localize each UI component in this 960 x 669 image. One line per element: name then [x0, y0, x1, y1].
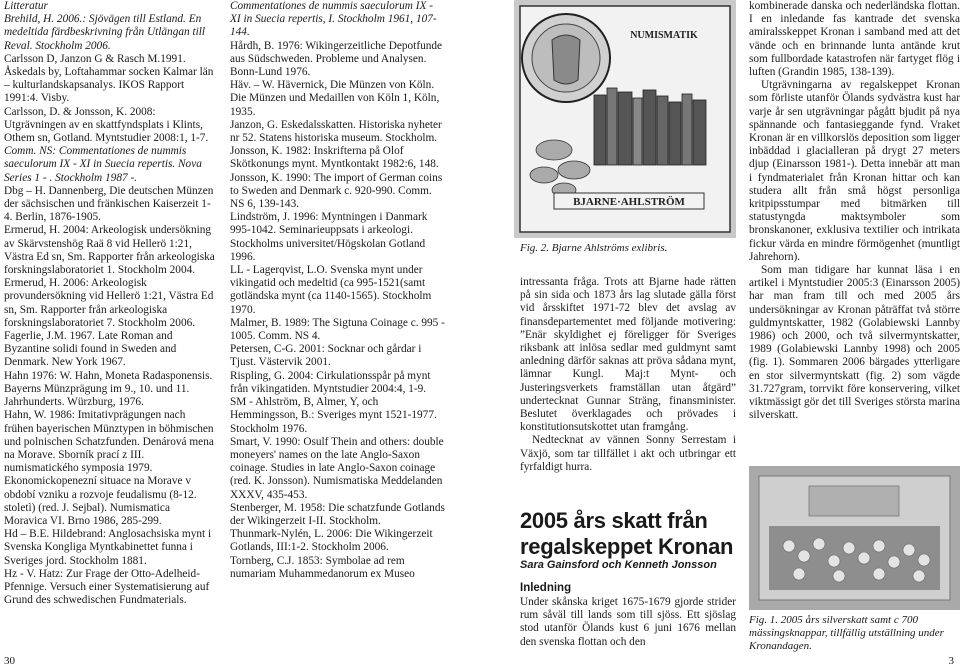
reference-entry: Commentationes de nummis saeculorum IX - XI in Suecia repertis, I. Stockholm 1961, 107-144.	[230, 0, 437, 39]
page-number-right: 3	[948, 655, 954, 667]
reference-entry: Malmer, B. 1989: The Sigtuna Coinage c. 995 - 1005. Comm. NS 4.	[230, 316, 445, 343]
intro-paragraph	[520, 596, 736, 649]
section-heading: Inledning	[520, 582, 572, 594]
reference-entry: Brehild, H. 2006.: Sjövägen till Estland. En medeltida färdbeskrivning från Utlängan till Reval. Stockholm 2006.	[4, 13, 206, 52]
reference-entry: Lindström, J. 1996: Myntningen i Danmark 995-1042. Seminarieuppsats i arkeologi. Stockholms universitet/Högskolan Gotland 1996.	[230, 211, 428, 263]
figure-1-caption: Fig. 1. 2005 års silverskatt samt c 700 mässingsknappar, tillfällig utställning under Kronandagen.	[749, 614, 944, 652]
reference-entry: Comm. NS: Commentationes de nummis saeculorum IX - XI in Suecia repertis. Nova Series 1 - . Stockholm 1987 -.	[4, 145, 202, 184]
reference-entry: SM - Ahlström, B, Almer, Y, och Hemmingsson, B.: Sveriges mynt 1521-1977. Stockholm 1976.	[230, 396, 437, 435]
photo-illustration	[749, 466, 960, 610]
reference-entry: Jonsson, K. 1990: The import of German coins to Sweden and Denmark c. 920-990. Comm. NS 6, 139-143.	[230, 171, 443, 211]
reference-entry: Smart, V. 1990: Osulf Thein and others: double moneyers' names on the late Anglo-Saxon coinage. Studies in late Anglo-Saxon coinage (red. K. Jonsson). Numismatiska Meddelanden XXXV, 435-453.	[230, 435, 444, 501]
exlibris-illustration	[514, 0, 736, 238]
article-headline: 2005 års skatt från regalskeppet Kronan	[520, 508, 734, 559]
body-paragraph: Som man tidigare har kunnat läsa i en artikel i Myntstudier 2005:3 (Einarsson 2005) har man fram till och med 2005 års undersökningar av Kronan påträffat två större guldmyntskatter, 1982 (Golabiewski Lannby 1986) och 2000, och två silvermyntskatter, 1989 (Golabiewski Lannby 1998) och 2005 (fig. 1). Sommaren 2006 bärgades ytterligare en stor silvermyntskatt (fig. 2) som vägde 31.727gram, torrvikt före konservering, vilket viktmässigt gör det till Sveriges största marina silverskatt.	[749, 264, 960, 422]
article-continuation	[520, 276, 736, 474]
reference-entry: Tornberg, C.J. 1853: Symbolae ad rem numariam Muhammedanorum ex Museo	[230, 554, 415, 580]
reference-entry: Stenberger, M. 1958: Die schatzfunde Gotlands der Wikingerzeit I-II. Stockholm.	[230, 501, 445, 527]
reference-entry: Dbg – H. Dannenberg, Die deutschen Münzen der sächsischen und fränkischen Kaiserzeit 1-4. Berlin, 1876-1905.	[4, 184, 214, 224]
reference-entry: Hårdh, B. 1976: Wikingerzeitliche Depotfunde aus Südschweden. Probleme und Analysen. Bonn-Lund 1976.	[230, 39, 443, 79]
exlibris-image	[514, 0, 736, 238]
reference-entry: Fagerlie, J.M. 1967. Late Roman and Byzantine solidi found in Sweden and Denmark. New York 1967.	[4, 330, 177, 369]
page-number-left: 30	[4, 655, 15, 667]
reference-entry: Häv. – W. Hävernick, Die Münzen von Köln. Die Münzen und Medaillen von Köln 1, Köln, 1935.	[230, 79, 440, 118]
reference-entry: Petersen, C-G. 2001: Socknar och gårdar i Tjust. Västervik 2001.	[230, 343, 422, 369]
silver-hoard-photo	[749, 466, 960, 610]
reference-entry: Hz - V. Hatz: Zur Frage der Otto-Adelheid-Pfennige. Versuch einer Systematisierung auf Grund des schwedischen Fundmaterials.	[4, 567, 210, 607]
article-byline: Sara Gainsford och Kenneth Jonsson	[520, 559, 717, 571]
exlibris-title: NUMISMATIK	[630, 30, 698, 41]
reference-entry: Janzon, G. Eskedalsskatten. Historiska nyheter nr 52. Statens historiska museum. Stockholm.	[230, 118, 442, 145]
reference-entry: Carlsson, D. & Jonsson, K. 2008: Utgrävningen av en skattfyndsplats i Klints, Othem sn, Gotland. Myntstudier 2008:1, 1-7.	[4, 105, 209, 145]
reference-entry: Rispling, G. 2004: Cirkulationsspår på mynt från vikingatiden. Myntstudier 2004:4, 1-9.	[230, 369, 431, 395]
reference-entry: LL - Lagerqvist, L.O. Svenska mynt under vikingatid och medeltid (ca 995-1521(samt gotländska mynt (ca 1140-1565). Stockholm 1970.	[230, 264, 432, 316]
reference-entry: Hahn 1976: W. Hahn, Moneta Radasponensis. Bayerns Münzprägung im 9., 10. und 11. Jahrhunderts. Würzburg, 1976.	[4, 369, 213, 409]
reference-entry: Hd – B.E. Hildebrand: Anglosachsiska mynt i Svenska Kongliga Myntkabinettet funna i Sveriges jord. Stockholm 1881.	[4, 528, 212, 567]
figure-2-caption: Fig. 2. Bjarne Ahlströms exlibris.	[520, 242, 668, 254]
body-paragraph: Utgrävningarna av regalskeppet Kronan som förliste utanför Ölands sydvästra kust har varje år sen utgrävningar pågått bjudit på nya spännande och fantasieggande fynd. Vraket Kronan är en villkorslös deposition som ligger inbäddad i glacialleran på drygt 27 meters djup (Einarsson 1981-). Detta innebär att man i fyndmaterialet från Kronan hittar och kan studera allt från små högst personliga kritpipsstumpar med bitmärken till statustyngda maktsymboler som bronskanoner, exklusiva textilier och intrikata fickur värda en mindre förmögenhet (muntligt Jahrehorn).	[749, 79, 960, 263]
reference-entry: Thunmark-Nylén, L. 2006: Die Wikingerzeit Gotlands, III:1-2. Stockholm 2006.	[230, 528, 433, 554]
exlibris-owner: BJARNE·AHLSTRÖM	[573, 196, 685, 208]
right-column-4	[749, 0, 960, 423]
left-column-1	[4, 0, 216, 607]
body-paragraph: Under skånska kriget 1675-1679 gjorde strider rum såväl till lands som till sjöss. Ett sjöslag stod utanför Ölands kust 6 juni 1676 mellan den svenska flottan och den	[520, 596, 736, 648]
left-column-2	[230, 0, 445, 581]
reference-entry: Ermerud, H. 2004: Arkeologisk undersökning av Skärvstenshög Raä 8 vid Hellerö 1:21, Västra Ed sn, Sm. Rapporter från arkeologiska forskningslaboratoriet 1. Stockholm 2004.	[4, 224, 215, 277]
reference-entry: Hahn, W. 1986: Imitativprägungen nach frühen bayerischen Münztypen in böhmischen und polnischen Schatzfunden. Denárová mena na Morave. Sborník prací z III. numismatického symposia 1979. Ekonomickopenezní situace na Morave v období vzniku a rozvoje feudalismu (8-12. stoletì) (red. J. Sejbal). Numismatica Moravica VI. Brno 1986, 285-299.	[4, 409, 214, 527]
reference-entry: Ermerud, H. 2006: Arkeologisk provundersökning vid Hellerö 1:21, Västra Ed sn, Sm. Rapporter från arkeologiska forskningslaboratoriet 7. Stockholm 2006.	[4, 277, 214, 329]
body-paragraph: kombinerade danska och nederländska flottan. I en inledande fas kantrade det svenska amiralsskeppet Kronan i samband med att det vände och en brinnande lunta antände krut som fullbordade katastrofen när fartyget flög i luften (Grandin 1985, 138-139).	[749, 0, 960, 79]
reference-entry: Jonsson, K. 1982: Inskrifterna på Olof Skötkonungs mynt. Myntkontakt 1982:6, 148.	[230, 145, 439, 171]
body-paragraph: intressanta fråga. Trots att Bjarne hade rätten på sin sida och 1873 års lag slutade gälla först vid årsskiftet 1971-72 blev det avslag av finansdepartementet med följande motivering: ”Enär skyldighet ej föreligger för Sveriges riksbank att inlösa sedlar med guldmynt samt anledning därför saknas att pröva sådana mynt, lämnar Kungl. Maj:t Mynt- och Justeringsverkets framställan utan åtgärd” undertecknat Gunnar Sträng, finansminister. Beslutet överklagades och prövades i konstitutionsutskottet utan framgång.	[520, 276, 736, 434]
body-paragraph: Nedtecknat av vännen Sonny Serrestam i Växjö, som tar tillfället i akt och utbringar ett fyrfaldigt hurra.	[520, 434, 736, 473]
section-heading-litteratur: Litteratur	[4, 0, 48, 12]
reference-entry: Carlsson D, Janzon G & Rasch M.1991. Åskedals by, Loftahammar socken Kalmar län – kulturlandskapsanalys. IKOS Rapport 1991:4. Visby.	[4, 52, 214, 105]
